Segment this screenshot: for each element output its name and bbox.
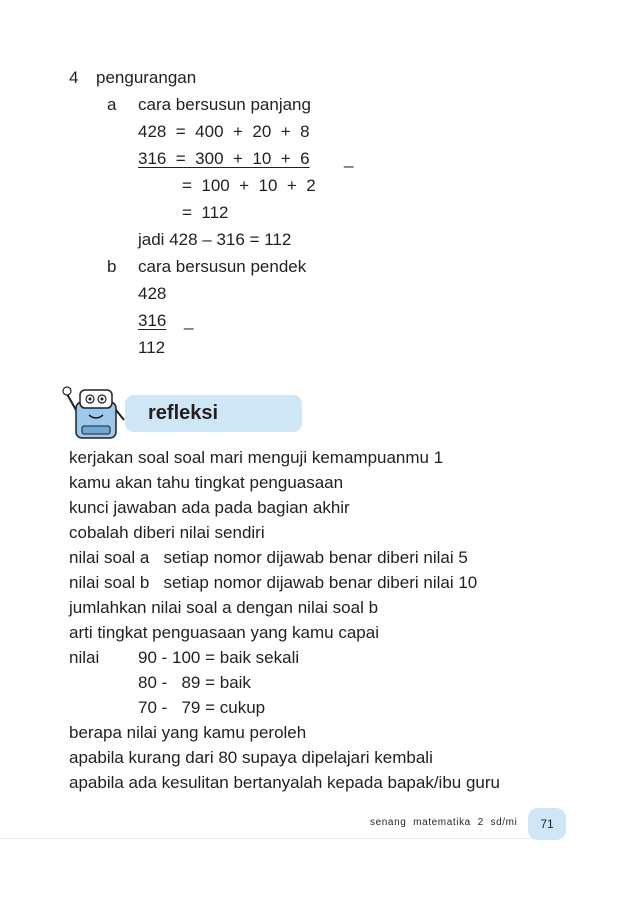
closing-line: apabila ada kesulitan bertanyalah kepada bapak/ibu guru: [69, 773, 500, 792]
closing-line: apabila kurang dari 80 supaya dipelajari kembali: [69, 748, 433, 767]
score-label: nilai: [69, 648, 100, 667]
part-a-title: cara bersusun panjang: [138, 95, 311, 114]
part-a-letter: a: [107, 95, 117, 114]
score-row: 80 - 89 = baik: [138, 673, 251, 692]
long-form-row-3: = 100 + 10 + 2: [182, 176, 316, 195]
long-form-minus-sign: _: [344, 149, 354, 168]
reflection-banner-title: refleksi: [148, 402, 219, 424]
long-form-row-2: 316 = 300 + 10 + 6: [138, 149, 310, 168]
short-form-minus-sign: _: [184, 311, 194, 330]
reflection-line: kunci jawaban ada pada bagian akhir: [69, 498, 350, 517]
part-b-title: cara bersusun pendek: [138, 257, 307, 276]
reflection-line: jumlahkan nilai soal a dengan nilai soal b: [69, 598, 379, 617]
reflection-line: arti tingkat penguasaan yang kamu capai: [69, 623, 379, 642]
reflection-line: nilai soal b setiap nomor dijawab benar diberi nilai 10: [69, 573, 478, 592]
part-b-letter: b: [107, 257, 117, 276]
short-form-top: 428: [138, 284, 167, 303]
reflection-line: nilai soal a setiap nomor dijawab benar diberi nilai 5: [69, 548, 468, 567]
score-row: 70 - 79 = cukup: [138, 698, 266, 717]
long-form-row-4: = 112: [182, 203, 229, 222]
page-number: 71: [528, 808, 566, 840]
reflection-line: cobalah diberi nilai sendiri: [69, 523, 265, 542]
mascot-icon: [62, 380, 132, 442]
reflection-line: kamu akan tahu tingkat penguasaan: [69, 473, 344, 492]
section-title: pengurangan: [96, 68, 197, 87]
short-form-result: 112: [138, 338, 166, 357]
long-form-conclusion: jadi 428 – 316 = 112: [138, 230, 292, 249]
footer-divider: [0, 838, 540, 839]
closing-line: berapa nilai yang kamu peroleh: [69, 723, 307, 742]
section-number: 4: [69, 68, 79, 87]
footer-book-title: senang matematika 2 sd/mi: [370, 817, 518, 828]
score-row: 90 - 100 = baik sekali: [138, 648, 300, 667]
reflection-line: kerjakan soal soal mari menguji kemampuanmu 1: [69, 448, 444, 467]
long-form-row-1: 428 = 400 + 20 + 8: [138, 122, 310, 141]
short-form-bottom: 316: [138, 311, 167, 330]
